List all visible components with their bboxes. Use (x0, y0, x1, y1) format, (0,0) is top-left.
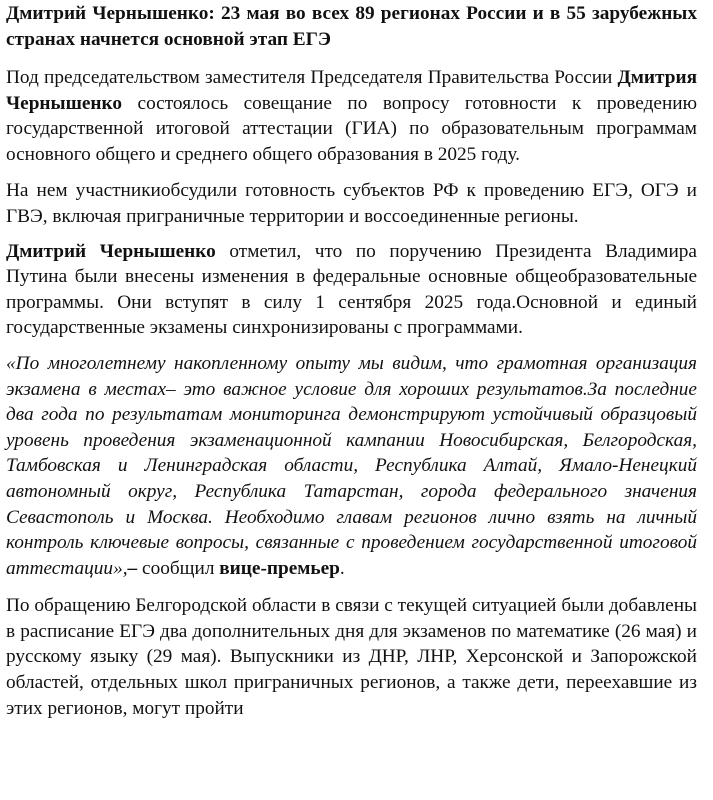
quote-dash: – (127, 557, 138, 579)
paragraph-programs-rest: отметил, что по поручению Президента Владимира Путина были внесены изменения в федеральные основные общеобразовательные программы. Они вступят в силу 1 сентября 2025 года.Основной и единый государственные экзамены синхронизированы с программами. (6, 240, 697, 339)
paragraph-meeting-intro: Под председательством заместителя Председателя Правительства России (6, 67, 618, 88)
quote-speaker: вице-премьер (219, 557, 340, 579)
quote-text: «По многолетнему накопленному опыту мы видим, что грамотная организация экзамена в местах– это важное условие для хороших результатов.За последние два года по результатам мониторинга демонстрируют устойчивый образцовый уровень проведения экзаменационной кампании Новосибирская, Белгородская, Тамбовская и Ленинградская области, Республика Алтай, Ямало-Ненецкий автономный округ, Республика Татарстан, города федерального значения Севастополь и Москва. Необходимо главам регионов лично взять на личный контроль ключевые вопросы, связанные с проведением государственной итоговой аттестации», (6, 352, 697, 579)
paragraph-meeting-rest: состоялось совещание по вопросу готовности к проведению государственной итоговой аттестации (ГИА) по образовательным программам основного общего и среднего общего образования в 2025 году. (6, 92, 697, 165)
article-title: Дмитрий Чернышенко: 23 мая во всех 89 регионах России и в 55 зарубежных странах начнется основной этап ЕГЭ (6, 3, 697, 50)
official-name: Дмитрия Чернышенко (6, 67, 697, 114)
paragraph-quote (6, 351, 697, 581)
paragraph-programs (6, 239, 697, 341)
paragraph-meeting (6, 65, 697, 167)
quote-attribution: сообщил (137, 557, 220, 579)
official-name: Дмитрий Чернышенко (6, 240, 216, 262)
paragraph-participants: На нем участникиобсудили готовность субъектов РФ к проведению ЕГЭ, ОГЭ и ГВЭ, включая приграничные территории и воссоединенные регионы. (6, 180, 697, 227)
paragraph-belgorod: По обращению Белгородской области в связи с текущей ситуацией были добавлены в расписание ЕГЭ два дополнительных дня для экзаменов по математике (26 мая) и русскому языку (29 мая). Выпускники из ДНР, ЛНР, Херсонской и Запорожской областей, отдельных школ приграничных регионов, а также дети, переехавшие из этих регионов, могут пройти (6, 595, 697, 719)
quote-end: . (339, 557, 345, 579)
document-body (6, 0, 697, 721)
